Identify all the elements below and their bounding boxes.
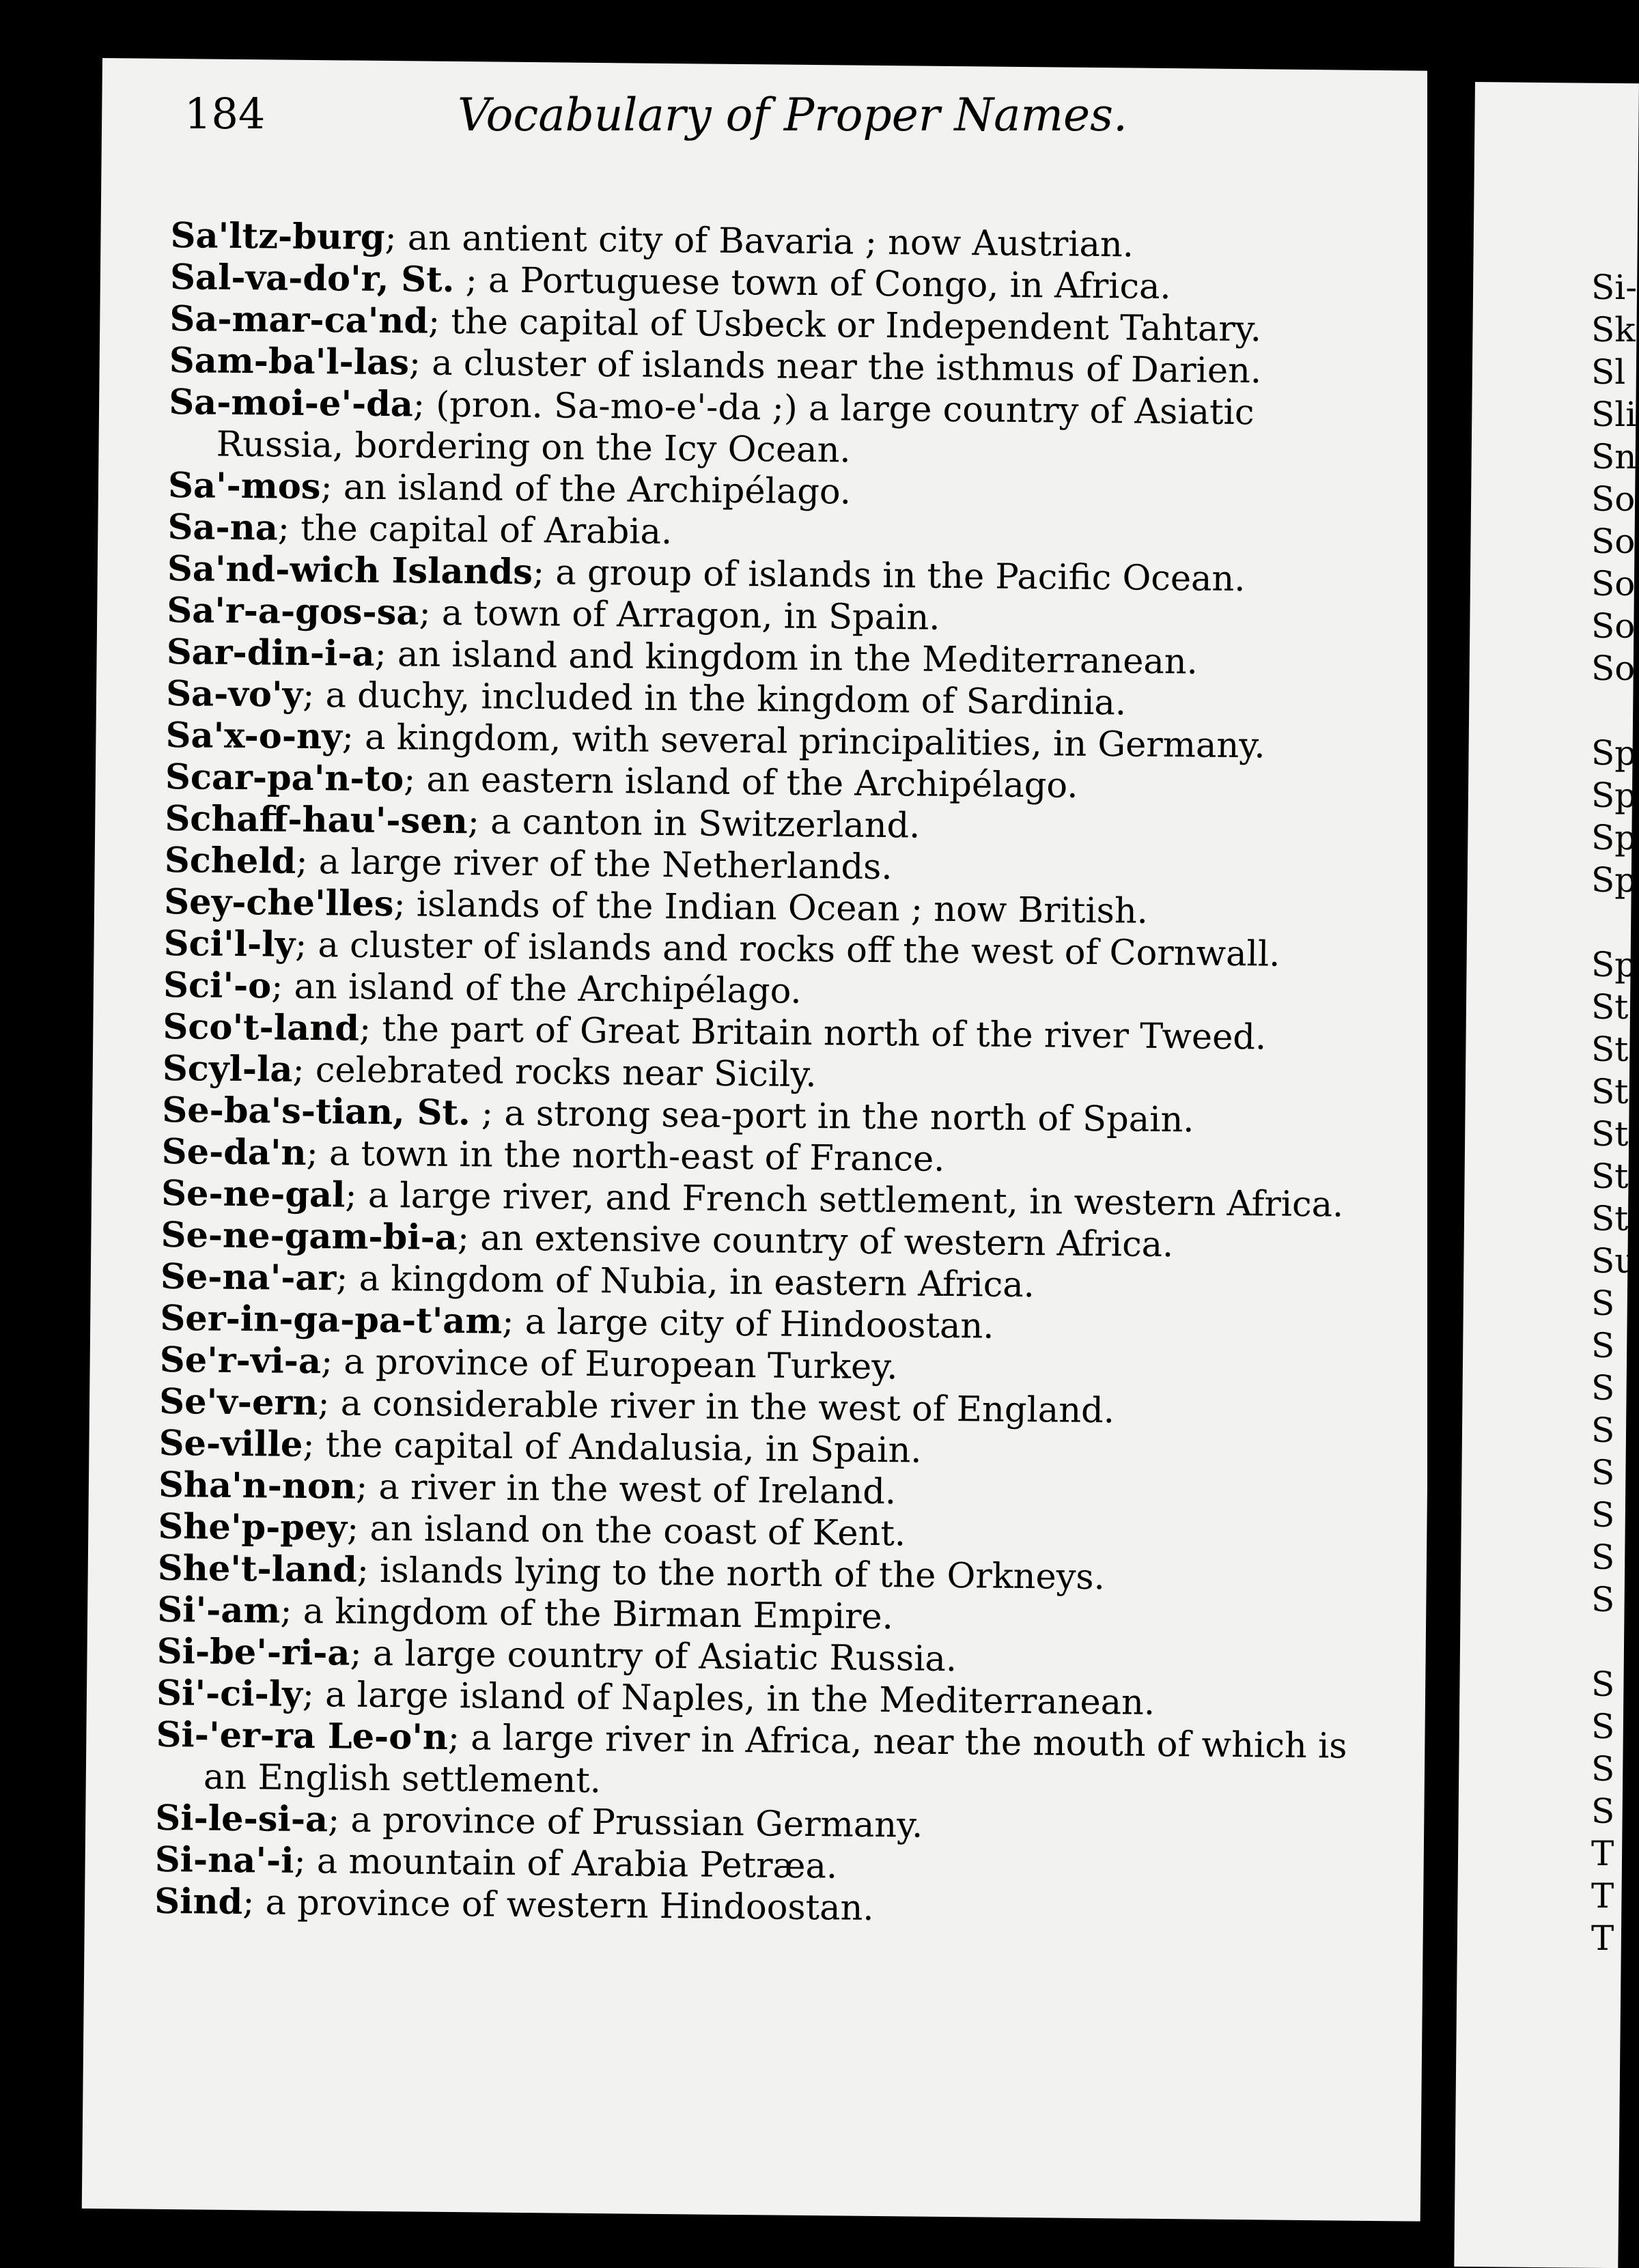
right-page-fragment: St (1591, 1072, 1629, 1111)
right-page-fragment: St (1591, 1199, 1629, 1238)
entry-definition: ; (pron. Sa-mo-e'-da ;) a large country of Asiatic Russia, bordering on the Icy Ocean. (216, 384, 1255, 471)
entry-headword: Scheld (164, 839, 296, 882)
entry-definition: ; an island of the Archipélago. (320, 467, 852, 513)
entry-headword: Scyl-la (162, 1047, 293, 1090)
right-page-fragment: Si- (1591, 268, 1638, 307)
entry-definition: ; a province of western Hindoostan. (242, 1882, 874, 1929)
entry-definition: ; a canton in Switzerland. (467, 802, 921, 847)
entry-headword: Sa'nd-wich Islands (167, 548, 533, 593)
right-page-fragment: T (1591, 1876, 1614, 1916)
entry-definition: ; a large river in Africa, near the mouth of which is an English settlement. (203, 1718, 1347, 1802)
entry-headword: Se-ville (158, 1422, 303, 1465)
entry-headword: Sa-mar-ca'nd (169, 298, 429, 342)
right-page-fragment: Sp (1591, 776, 1637, 815)
entry-headword: Si-le-si-a (155, 1797, 328, 1841)
right-page-fragment: S (1591, 1411, 1615, 1450)
right-page-fragments (1591, 266, 1638, 1959)
entry-headword: Si-'er-ra Le-o'n (156, 1714, 449, 1758)
entry-headword: Sam-ba'l-las (169, 339, 410, 384)
right-page-fragment: So (1591, 479, 1636, 519)
right-page-fragment (1591, 690, 1632, 732)
entry-headword: Sa-na (167, 506, 279, 549)
entry-definition: ; a kingdom, with several principalities, in Germany. (341, 717, 1265, 767)
entry-headword: Scar-pa'n-to (165, 756, 404, 800)
right-page-fragment: St (1591, 1030, 1629, 1069)
entry-definition: ; a cluster of islands and rocks off the west of Cornwall. (294, 924, 1280, 975)
entry-definition: ; a large river, and French settlement, in western Africa. (345, 1175, 1344, 1225)
entry-definition: ; a mountain of Arabia Petræa. (294, 1841, 838, 1887)
entry-headword: Si-na'-i (154, 1839, 294, 1882)
right-page-fragment: So (1591, 649, 1636, 688)
entry-definition: ; a large island of Naples, in the Mediterranean. (302, 1674, 1155, 1723)
right-page-fragment: So (1591, 564, 1636, 604)
right-page-fragment: Sl (1591, 352, 1626, 392)
vocabulary-entry (168, 382, 1371, 477)
entry-definition: ; a large country of Asiatic Russia. (350, 1633, 957, 1680)
entry-headword: She't-land (157, 1547, 358, 1591)
entry-headword: Sci'-o (163, 964, 272, 1007)
entry-definition: ; a kingdom of the Birman Empire. (280, 1591, 894, 1638)
right-page-fragment: Sk (1591, 310, 1636, 350)
entry-headword: Si-be'-ri-a (156, 1630, 350, 1674)
entry-headword: Se-da'n (161, 1131, 307, 1174)
right-page-fragment: So (1591, 606, 1636, 646)
entry-definition: ; an antient city of Bavaria ; now Austrian. (384, 218, 1134, 266)
right-page-fragment: T (1591, 1918, 1614, 1958)
entry-definition: ; a kingdom of Nubia, in eastern Africa. (336, 1258, 1035, 1306)
right-page-fragment: St (1591, 987, 1629, 1027)
right-page-fragment: Sp (1591, 860, 1637, 900)
entry-headword: Sar-din-i-a (166, 631, 375, 675)
entry-headword: Sci'l-ly (163, 922, 296, 965)
entry-definition: ; a town of Arragon, in Spain. (419, 593, 940, 638)
entry-definition: ; a town in the north-east of France. (306, 1133, 945, 1180)
entry-definition: ; the capital of Andalusia, in Spain. (303, 1424, 922, 1471)
entry-definition: ; an extensive country of western Africa. (457, 1218, 1174, 1266)
entry-definition: ; the part of Great Britain north of the river Tweed. (359, 1008, 1267, 1058)
right-page-fragment: S (1591, 1326, 1615, 1365)
entry-definition: ; islands lying to the north of the Orkneys. (356, 1550, 1106, 1598)
page-number: 184 (184, 89, 266, 139)
entry-headword: Se-ne-gam-bi-a (160, 1214, 458, 1259)
entry-definition: ; a province of Prussian Germany. (327, 1800, 923, 1846)
right-page-fragment: St (1591, 1114, 1629, 1154)
right-page-fragment: S (1591, 1537, 1615, 1577)
right-page-fragment: S (1591, 1707, 1615, 1746)
entry-definition: ; an island and kingdom in the Mediterranean. (374, 634, 1199, 683)
entry-headword: Si'-ci-ly (156, 1672, 303, 1715)
right-page-fragment: Sn (1591, 437, 1637, 477)
right-page-fragment: Sp (1591, 733, 1637, 773)
entry-definition: ; a province of European Turkey. (320, 1342, 898, 1388)
entry-definition: ; the capital of Arabia. (277, 508, 673, 553)
entry-headword: Se-ne-gal (160, 1172, 346, 1216)
entry-headword: Se-na'-ar (160, 1256, 337, 1299)
entry-definition: ; an island of the Archipélago. (270, 966, 802, 1012)
entry-headword: Sa'-mos (167, 464, 321, 508)
right-page-fragment: Su (1591, 1241, 1637, 1281)
entry-headword: Se-ba's-tian, St. (162, 1089, 471, 1134)
entry-definition: ; a strong sea-port in the north of Spain. (470, 1093, 1194, 1141)
entry-headword: Se'r-vi-a (159, 1339, 322, 1383)
entry-headword: Sal-va-do'r, St. (169, 256, 455, 300)
entry-definition: ; a large city of Hindoostan. (502, 1301, 994, 1347)
right-page-fragment: S (1591, 1664, 1615, 1704)
right-page-fragment: S (1591, 1284, 1615, 1323)
entry-headword: Sa'r-a-gos-sa (167, 589, 419, 634)
entry-definition: ; an eastern island of the Archipélago. (403, 759, 1078, 806)
entry-headword: Si'-am (157, 1589, 281, 1632)
entry-definition: ; celebrated rocks near Sicily. (292, 1049, 817, 1096)
entry-headword: Sey-che'lles (164, 881, 394, 925)
right-page-fragment: Sli (1591, 395, 1637, 434)
page-header (184, 89, 1386, 164)
entry-definition: ; an island on the coast of Kent. (346, 1508, 906, 1555)
vocabulary-entries (154, 215, 1373, 1934)
entry-definition: ; a large river of the Netherlands. (296, 841, 893, 888)
entry-definition: ; the capital of Usbeck or Independent Tahtary. (428, 301, 1262, 350)
entry-headword: Se'v-ern (159, 1380, 318, 1424)
vocabulary-entry (156, 1714, 1358, 1809)
right-page-fragment (1591, 901, 1632, 944)
right-page-fragment: S (1591, 1749, 1615, 1789)
entry-definition: ; islands of the Indian Ocean ; now British. (393, 884, 1149, 932)
entry-headword: She'p-pey (158, 1505, 348, 1549)
right-page-fragment: S (1591, 1580, 1615, 1619)
entry-headword: Sa-moi-e'-da (169, 381, 414, 425)
right-page-fragment: T (1591, 1834, 1614, 1873)
entry-headword: Sha'n-non (158, 1464, 356, 1507)
running-title: Vocabulary of Proper Names. (458, 89, 1127, 141)
entry-headword: Sa'ltz-burg (170, 215, 385, 259)
right-page-fragment: St (1591, 1157, 1629, 1196)
right-page-fragment (1591, 1621, 1632, 1663)
entry-headword: Sa-vo'y (165, 672, 303, 715)
entry-definition: ; a group of islands in the Pacific Ocean. (532, 552, 1246, 600)
right-page-fragment: S (1591, 1791, 1615, 1831)
right-page-fragment: S (1591, 1495, 1615, 1535)
right-page-fragment: Sp (1591, 818, 1637, 857)
entry-definition: ; a duchy, included in the kingdom of Sardinia. (302, 675, 1127, 724)
entry-definition: ; a considerable river in the west of England. (318, 1383, 1115, 1432)
entry-definition: ; a river in the west of Ireland. (355, 1466, 897, 1513)
entry-definition: ; a cluster of islands near the isthmus of Darien. (408, 343, 1262, 392)
entry-headword: Sa'x-o-ny (165, 714, 343, 758)
entry-headword: Schaff-hau'-sen (165, 797, 468, 842)
entry-headword: Ser-in-ga-pa-t'am (160, 1297, 503, 1342)
right-page-fragment: Sp (1591, 945, 1637, 984)
entry-headword: Sco't-land (163, 1006, 360, 1049)
right-page-fragment: So (1591, 522, 1636, 561)
entry-headword: Sind (154, 1880, 243, 1923)
right-page-fragment: S (1591, 1453, 1615, 1492)
entry-definition: ; a Portuguese town of Congo, in Africa. (454, 259, 1171, 308)
right-page-fragment: S (1591, 1368, 1615, 1408)
